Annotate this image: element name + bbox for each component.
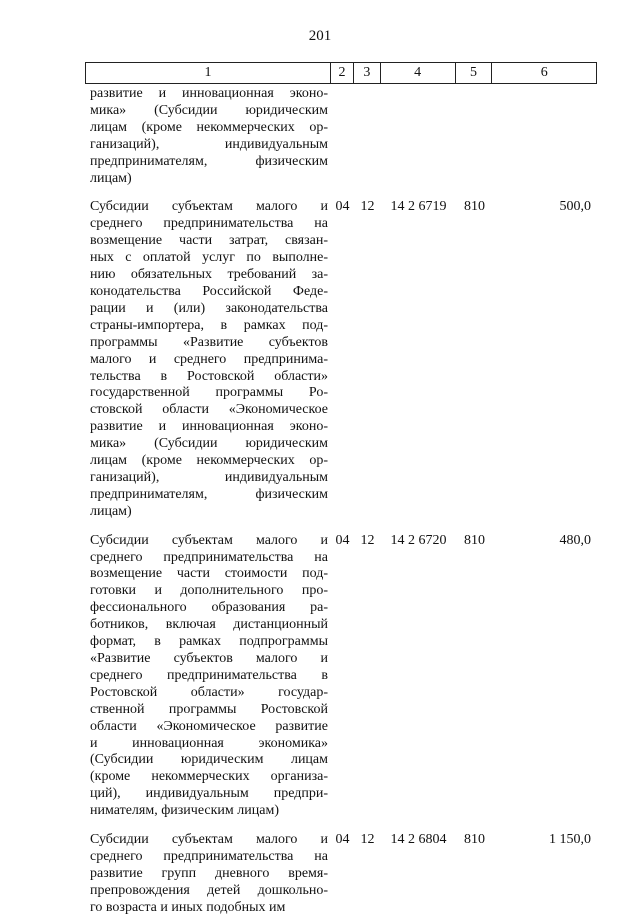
- description-line: малого и среднего предпринима-: [90, 351, 328, 367]
- description-line: Субсидии субъектам малого и: [90, 832, 328, 848]
- description-line: лицам): [90, 170, 132, 186]
- description-line: среднего предпринимательства на: [90, 848, 328, 864]
- description-line: ных с оплатой услуг по выполне-: [90, 250, 328, 266]
- header-col-3: 3: [354, 63, 381, 83]
- description-line: формат, в рамках подпрограммы: [90, 634, 328, 650]
- description-line: лицам): [90, 503, 132, 519]
- section-code: 04: [335, 199, 350, 215]
- description-line: Ростовской области» государ-: [90, 684, 328, 700]
- description-line: (кроме некоммерческих организа-: [90, 769, 328, 785]
- header-col-1: 1: [86, 63, 331, 83]
- subsection-code: 12: [360, 532, 375, 548]
- table-body: [85, 86, 597, 917]
- description-line: ственной программы Ростовской: [90, 701, 328, 717]
- description-line: Субсидии субъектам малого и: [90, 199, 328, 215]
- description-line: конодательства Российской Феде-: [90, 283, 328, 299]
- header-col-6: 6: [540, 65, 548, 80]
- amount: 500,0: [559, 199, 591, 215]
- expense-type-code: 810: [464, 532, 485, 548]
- description-line: готовки и дополнительного про-: [90, 583, 328, 599]
- page-number: 201: [308, 28, 332, 44]
- expense-type-code: 810: [464, 832, 485, 848]
- description-line: «Развитие субъектов малого и: [90, 651, 328, 666]
- description-line: развитие и инновационная эконо-: [90, 86, 328, 101]
- description-line: среднего предпринимательства в: [90, 667, 328, 683]
- amount: 1 150,0: [549, 832, 591, 848]
- section-code: 04: [335, 832, 350, 848]
- expense-type-code: 810: [464, 199, 485, 215]
- description-line: мика» (Субсидии юридическим: [90, 436, 328, 452]
- table-row: [85, 86, 597, 187]
- description-line: программы «Развитие субъектов: [90, 334, 328, 350]
- description-line: стовской области «Экономическое: [90, 402, 328, 418]
- description-line: среднего предпринимательства на: [90, 549, 328, 565]
- description-line: лицам (кроме некоммерческих ор-: [90, 453, 328, 469]
- description-line: нимателям, физическим лицам): [90, 803, 279, 819]
- description-line: возмещение части затрат, связан-: [90, 233, 328, 249]
- row-description: [85, 199, 331, 520]
- table-row: [85, 832, 597, 917]
- description-line: фессионального образования ра-: [90, 600, 328, 616]
- description-line: предпринимателям, физическим: [90, 153, 328, 169]
- description-line: страны-импортера, в рамках под-: [90, 317, 328, 333]
- row-description: [85, 86, 331, 187]
- description-line: и инновационная экономика»: [90, 735, 328, 751]
- description-line: препровождения детей дошкольно-: [90, 882, 328, 898]
- description-line: среднего предпринимательства на: [90, 216, 328, 232]
- description-line: ций), индивидуальным предпри-: [90, 786, 328, 802]
- table-row: [85, 533, 597, 820]
- table-row: [85, 199, 597, 520]
- description-line: ботников, включая дистанционный: [90, 617, 328, 633]
- header-col-2: 2: [331, 63, 354, 83]
- description-line: Субсидии субъектам малого и: [90, 532, 328, 548]
- description-line: государственной программы Ро-: [90, 385, 328, 401]
- budget-table: [85, 62, 597, 917]
- subsection-code: 12: [360, 199, 375, 215]
- target-article-code: 14 2 6719: [390, 199, 447, 215]
- amount: 480,0: [559, 532, 591, 548]
- section-code: 04: [335, 532, 350, 548]
- description-line: предпринимателям, физическим: [90, 486, 328, 502]
- header-col-5: 5: [456, 63, 493, 83]
- target-article-code: 14 2 6720: [390, 532, 447, 548]
- description-line: нию обязательных требований за-: [90, 267, 328, 283]
- table-header: [85, 62, 597, 84]
- description-line: рации и (или) законодательства: [90, 300, 328, 316]
- description-line: ганизаций), индивидуальным: [90, 469, 328, 485]
- description-line: мика» (Субсидии юридическим: [90, 102, 328, 118]
- description-line: тельства в Ростовской области»: [90, 368, 328, 384]
- description-line: развитие групп дневного время-: [90, 865, 328, 881]
- description-line: лицам (кроме некоммерческих ор-: [90, 119, 328, 135]
- description-line: го возраста и иных подобных им: [90, 899, 286, 915]
- header-col-4: 4: [381, 63, 456, 83]
- row-description: [85, 533, 331, 820]
- row-description: [85, 832, 331, 917]
- description-line: ганизаций), индивидуальным: [90, 136, 328, 152]
- description-line: области «Экономическое развитие: [90, 718, 328, 734]
- description-line: развитие и инновационная эконо-: [90, 419, 328, 435]
- target-article-code: 14 2 6804: [390, 832, 447, 848]
- description-line: (Субсидии юридическим лицам: [90, 752, 328, 768]
- description-line: возмещение части стоимости под-: [90, 566, 328, 582]
- subsection-code: 12: [360, 832, 375, 848]
